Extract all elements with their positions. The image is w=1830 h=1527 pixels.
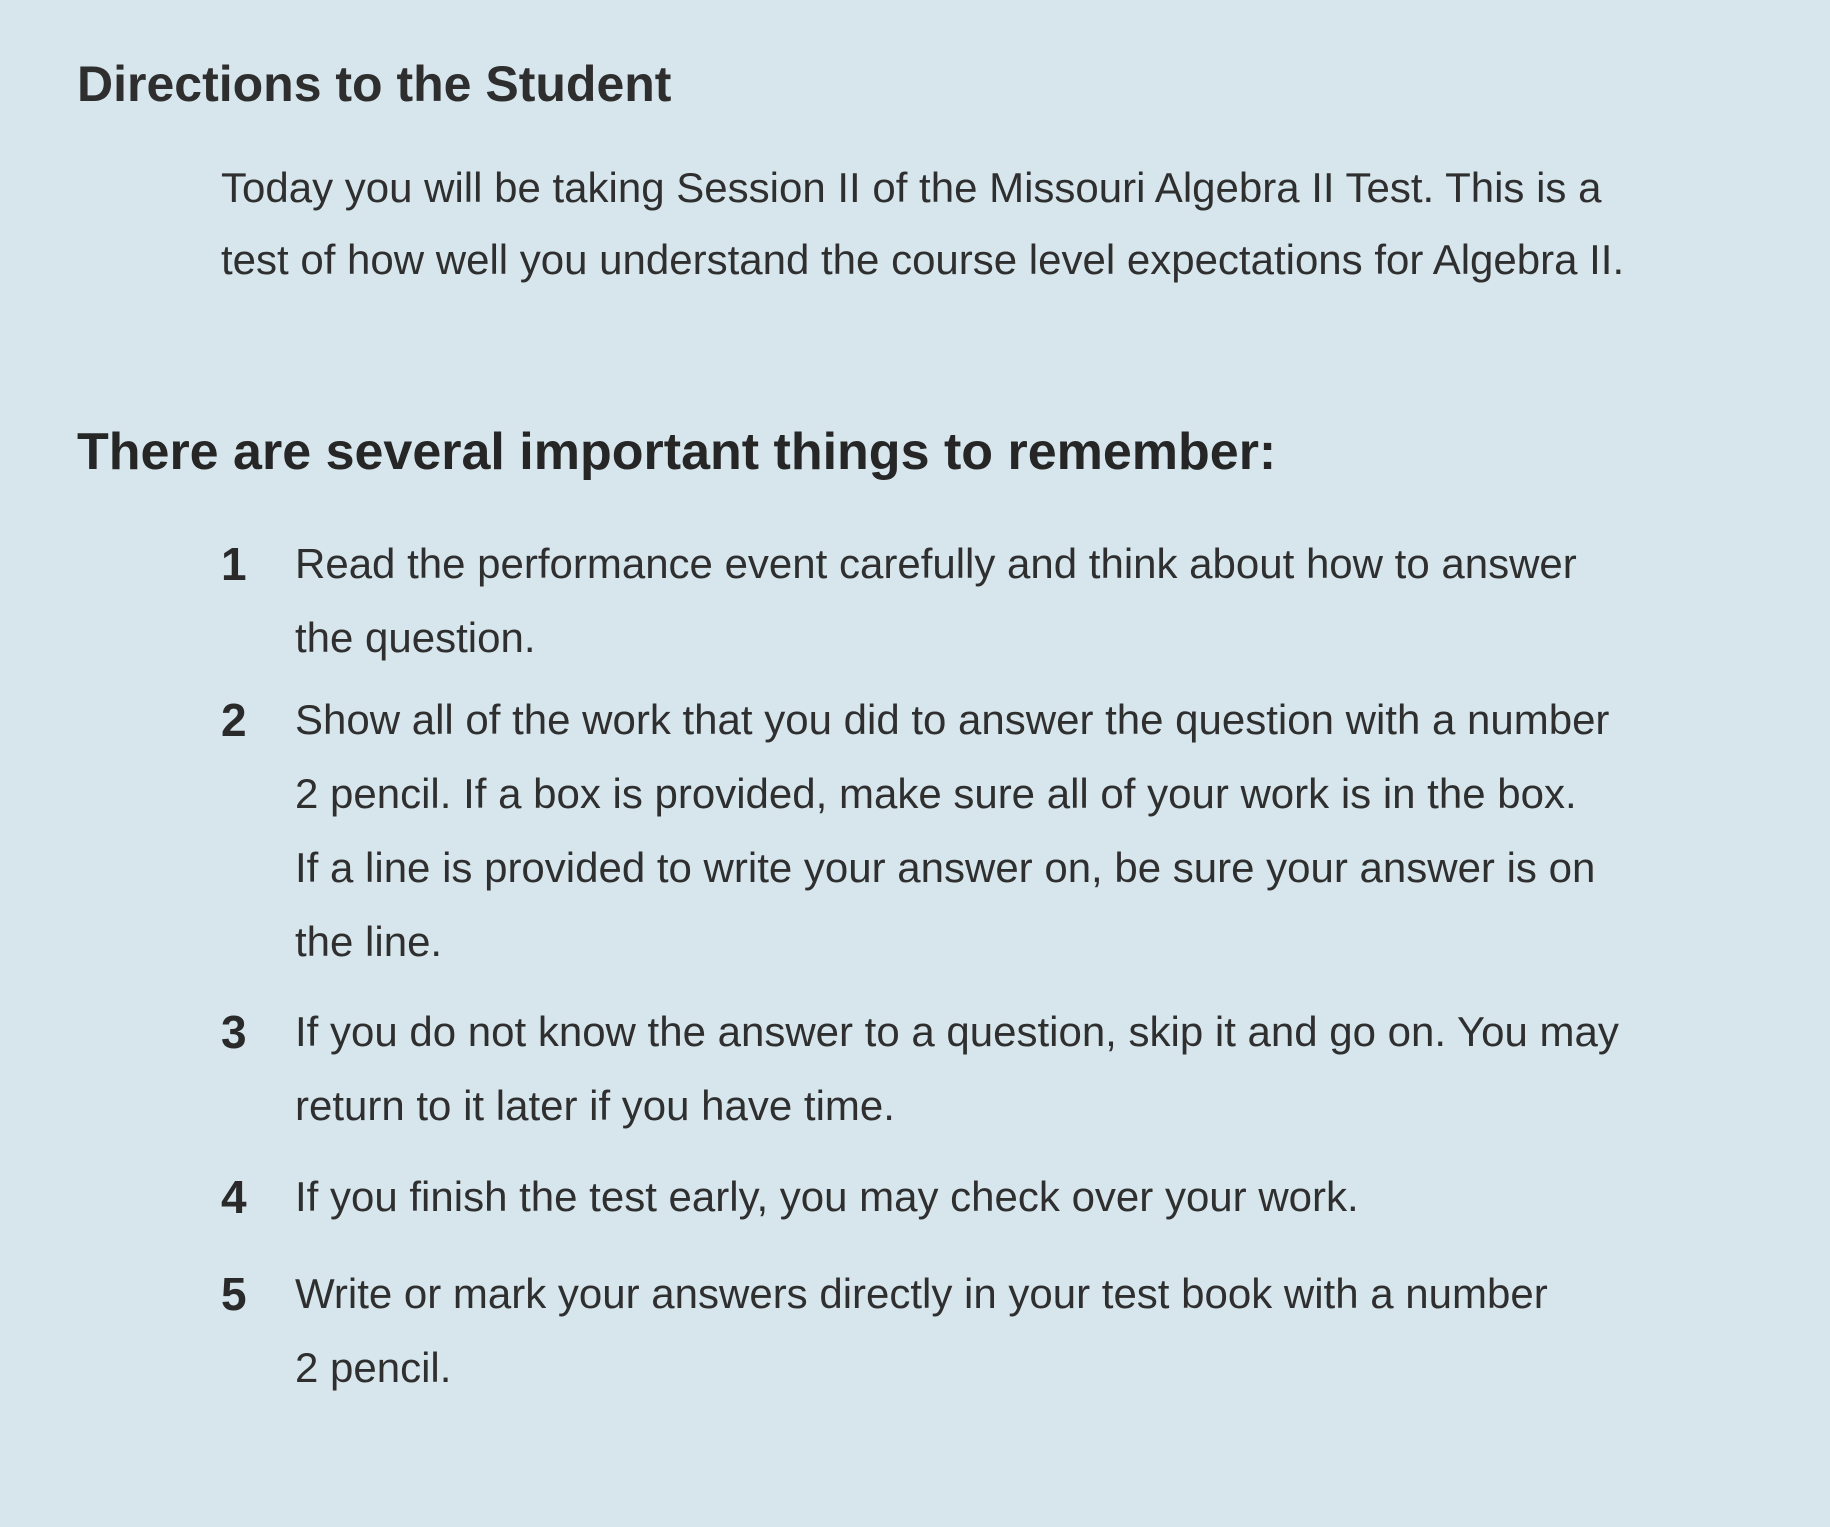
item-line: the question.	[295, 614, 536, 661]
item-line: 2 pencil. If a box is provided, make sure all of your work is in the box.	[295, 770, 1577, 817]
item-number: 2	[221, 694, 247, 746]
item-line: the line.	[295, 918, 443, 965]
reminders-heading: There are several important things to remember:	[77, 423, 1277, 481]
item-text	[295, 527, 1811, 675]
item-number: 5	[221, 1268, 247, 1320]
item-line: Read the performance event carefully and think about how to answer	[295, 540, 1577, 587]
item-line: Show all of the work that you did to answer the question with a number	[295, 696, 1610, 743]
item-number: 4	[221, 1171, 247, 1223]
intro-line: Today you will be taking Session II of the Missouri Algebra II Test. This is a	[221, 164, 1602, 211]
item-line: Write or mark your answers directly in your test book with a number	[295, 1270, 1548, 1317]
intro-line: test of how well you understand the course level expectations for Algebra II.	[221, 236, 1625, 283]
item-line: return to it later if you have time.	[295, 1082, 895, 1129]
item-line: If a line is provided to write your answer on, be sure your answer is on	[295, 844, 1596, 891]
item-line: 2 pencil.	[295, 1344, 452, 1391]
item-text	[295, 995, 1811, 1143]
item-text	[295, 1257, 1811, 1405]
item-line: If you do not know the answer to a question, skip it and go on. You may	[295, 1008, 1619, 1055]
item-text	[295, 683, 1811, 979]
item-text	[295, 1160, 1811, 1234]
intro-paragraph	[221, 152, 1821, 296]
item-number: 1	[221, 538, 247, 590]
item-number: 3	[221, 1006, 247, 1058]
item-line: If you finish the test early, you may check over your work.	[295, 1173, 1359, 1220]
directions-heading: Directions to the Student	[77, 56, 672, 112]
